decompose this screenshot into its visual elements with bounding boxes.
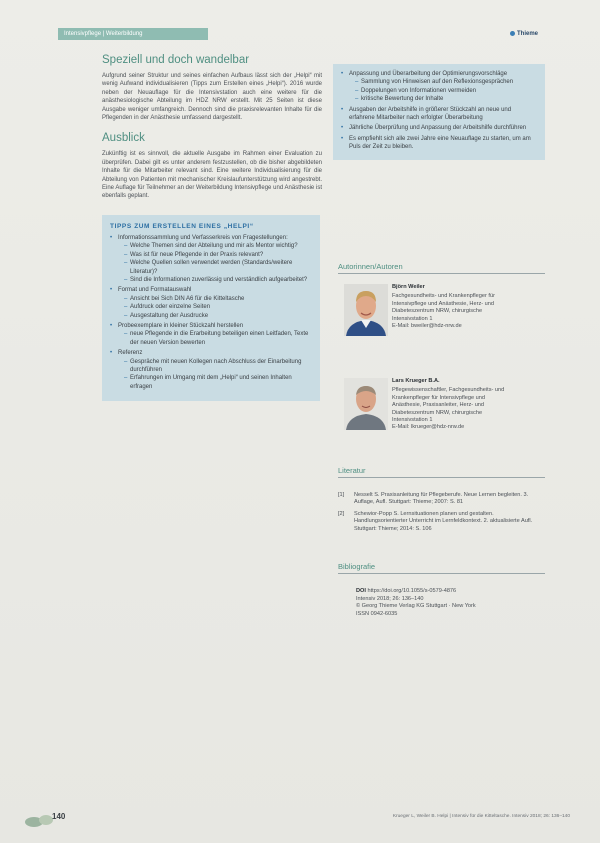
reference-item bbox=[338, 511, 545, 533]
author-photo-weiler bbox=[344, 284, 388, 336]
bib-line: © Georg Thieme Verlag KG Stuttgart · New York bbox=[356, 603, 476, 610]
tip-item bbox=[341, 124, 537, 132]
publisher-name: Thieme bbox=[516, 31, 538, 37]
tip-item bbox=[110, 234, 312, 284]
tips-continuation-box bbox=[333, 64, 545, 160]
tip-subitem: – Gespräche mit neuen Kollegen nach Abschluss der Einarbeitung durchführen bbox=[124, 358, 312, 375]
reference-text: Nesselt S. Praxisanleitung für Pflegeberufe. Neue Lernen begleiten. 3. Auflage, Aufl. Stuttgart: Thieme; 2007: S. 81 bbox=[354, 492, 529, 506]
tip-sublist bbox=[118, 330, 312, 347]
reference-text: Schewior-Popp S. Lernsituationen planen und gestalten. Handlungsorientierter Unterricht im Lernfeldkontext. 2. aktualisierte Aufl. Stuttgart: Thieme; 2014: S. 106 bbox=[354, 510, 533, 532]
tip-item bbox=[341, 135, 537, 152]
author-line: Intensivstation 1 bbox=[392, 315, 433, 322]
bibliography-heading: Bibliografie bbox=[338, 562, 545, 574]
section-header-bar: Intensivpflege | Weiterbildung bbox=[58, 28, 208, 40]
author-krueger bbox=[338, 378, 545, 448]
tip-text: Ausgaben der Arbeitshilfe in größerer Stückzahl an neue und erfahrene Mitarbeiter nach erfolgter Überarbeitung bbox=[349, 106, 512, 122]
reference-item bbox=[338, 492, 545, 507]
tip-item bbox=[110, 286, 312, 320]
bib-line: ISSN 0942-6035 bbox=[356, 610, 398, 617]
tip-item bbox=[341, 106, 537, 123]
publisher-label bbox=[510, 28, 538, 40]
author-line: Krankenpfleger für Intensivpflege und bbox=[392, 394, 485, 401]
authors-heading: Autorinnen/Autoren bbox=[338, 262, 545, 274]
tip-subitem: – Welche Quellen sollen verwendet werden (Standards/weitere Literatur)? bbox=[124, 259, 312, 276]
tip-text: Anpassung und Überarbeitung der Optimierungsvorschläge bbox=[349, 71, 508, 77]
tip-subitem: – Ansicht bei Sich DIN A6 für die Kitteltasche bbox=[124, 295, 312, 303]
author-email: E-Mail: bweiler@hdz-nrw.de bbox=[392, 323, 462, 330]
tip-subitem: – Welche Themen sind der Abteilung und mir als Mentor wichtig? bbox=[124, 242, 312, 250]
tip-subitem: – Doppelungen von Informationen vermeiden bbox=[355, 87, 537, 95]
left-column bbox=[102, 54, 322, 401]
tip-text: Probeexemplare in kleiner Stückzahl herstellen bbox=[118, 322, 244, 329]
literature-heading: Literatur bbox=[338, 466, 545, 478]
author-weiler bbox=[338, 284, 545, 354]
author-line: Diabeteszentrum NRW, chirurgische bbox=[392, 308, 483, 315]
tip-subitem: – Ausgestaltung der Ausdrucke bbox=[124, 312, 312, 320]
tips-title: TIPPS ZUM ERSTELLEN EINES „HELPI“ bbox=[110, 222, 254, 230]
page-number: 140 bbox=[52, 812, 66, 821]
reference-number: [2] bbox=[338, 510, 345, 517]
author-line: Intensivstation 1 bbox=[392, 417, 433, 424]
section-title-ausblick: Ausblick bbox=[102, 132, 145, 145]
footer-citation: Krueger L, Weiler B. Helpi | Intensiv für die Kitteltasche. Intensiv 2018; 26: 136–140 bbox=[392, 814, 570, 819]
author-line: Anästhesie, Praxisanleiter, Herz- und bbox=[392, 402, 485, 409]
author-line: Fachgesundheits- und Krankenpfleger für bbox=[392, 293, 495, 300]
tip-text: Informationssammlung und Verfasserkreis von Fragestellungen: bbox=[118, 234, 288, 241]
tip-subitem: – kritische Bewertung der Inhalte bbox=[355, 95, 537, 103]
tip-sublist bbox=[118, 242, 312, 284]
tip-item bbox=[110, 322, 312, 347]
tip-text: Jährliche Überprüfung und Anpassung der Arbeitshilfe durchführen bbox=[349, 125, 527, 132]
tip-sublist bbox=[349, 78, 537, 103]
tip-sublist bbox=[118, 295, 312, 320]
author-email: E-Mail: lkrueger@hdz-nrw.de bbox=[392, 424, 465, 431]
tips-continuation-list bbox=[341, 70, 537, 152]
tip-text: Referenz bbox=[118, 350, 143, 357]
tip-subitem: – Sind die Informationen zuverlässig und verständlich aufgearbeitet? bbox=[124, 276, 312, 284]
author-line: Pflegewissenschaftler, Fachgesundheits- und bbox=[392, 387, 505, 394]
author-line: Diabeteszentrum NRW, chirurgische bbox=[392, 409, 483, 416]
tip-subitem: – Sammlung von Hinweisen auf den Reflexionsgesprächen bbox=[355, 78, 537, 86]
doi-label: DOI bbox=[356, 588, 366, 594]
tip-item bbox=[341, 70, 537, 104]
tip-item bbox=[110, 349, 312, 391]
doi-link[interactable]: https://doi.org/10.1055/s-0579-4876 bbox=[367, 588, 457, 594]
author-info-krueger bbox=[392, 378, 542, 432]
tip-subitem: – Was ist für neue Pflegende in der Praxis relevant? bbox=[124, 251, 312, 259]
thieme-logo-icon bbox=[510, 31, 515, 36]
reference-number: [1] bbox=[338, 492, 345, 498]
tips-list bbox=[110, 234, 312, 391]
tip-text: Format und Formatauswahl bbox=[118, 287, 192, 294]
doi-line bbox=[356, 588, 546, 596]
tip-subitem: – Aufdruck oder einzelne Seiten bbox=[124, 303, 312, 311]
author-name-weiler: Björn Weiler bbox=[392, 284, 425, 290]
author-name-krueger: Lars Krueger B.A. bbox=[392, 378, 440, 384]
author-info-weiler bbox=[392, 284, 542, 330]
tips-box bbox=[102, 215, 320, 401]
tip-subitem: – Erfahrungen im Umgang mit dem „Helpi“ und seinen Inhalten erfragen bbox=[124, 374, 312, 391]
bib-line: Intensiv 2018; 26: 136–140 bbox=[356, 595, 424, 602]
section-title-speziell: Speziell und doch wandelbar bbox=[102, 54, 250, 66]
tip-sublist bbox=[118, 358, 312, 392]
author-photo-krueger bbox=[344, 378, 388, 430]
tip-text: Es empfiehlt sich alle zwei Jahre eine Neuauflage zu starten, um am Puls der Zeit zu bleiben. bbox=[349, 135, 531, 151]
bibliography-block bbox=[356, 588, 546, 618]
literature-list bbox=[338, 492, 545, 537]
paragraph-ausblick: Zukünftig ist es sinnvoll, die aktuelle Ausgabe im Rahmen einer Evaluation zu überprüfen. Dabei gilt es unter anderem festzustellen, ob die bisher abgebildeten Inhalte für die Mitarbeiter relevant sind. Eine weitere Individualisierung für die Abteilung von Patienten mit mechanischer Kreislaufunterstützung wird angestrebt. Eine Auflage für Teilnehmer an der Weiterbildung Intensivpflege und Anästhesie ist ebenfalls geplant. bbox=[102, 151, 322, 200]
author-line: Intensivpflege und Anästhesie, Herz- und bbox=[392, 300, 494, 307]
paragraph-speziell: Aufgrund seiner Struktur und seines einfachen Aufbaus lässt sich der „Helpi“ mit wenig Aufwand individualisieren (Tipps zum Erstellen eines „Helpi“). 2016 wurde neben der Neuauflage für die Intensivstation auch eine weitere für die anästhesiologische Abteilung im HDZ NRW erstellt. Mit 25 Seiten ist diese Ausgabe weniger umfangreich. Dennoch sind die praxisrelevanten Inhalte für die Pflegenden in der Anästhesie umfassend dargestellt. bbox=[102, 73, 322, 122]
tip-subitem: – neue Pflegende in die Erarbeitung beteiligen einen Leitfaden, Texte der neuen Version bewerten bbox=[124, 330, 312, 347]
